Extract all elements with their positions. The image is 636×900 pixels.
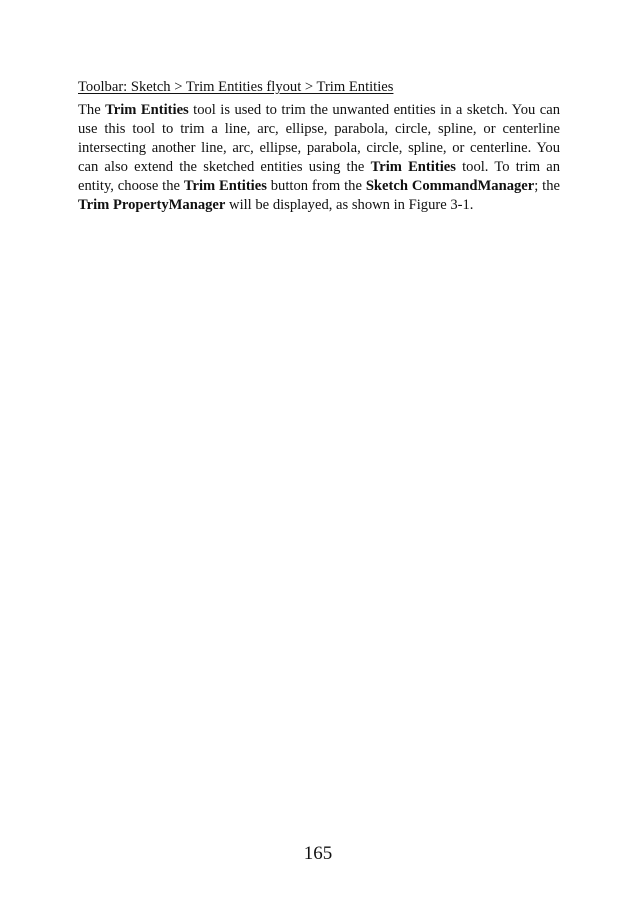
paragraph-run: will be displayed, as shown in Figure 3-1. — [225, 197, 474, 213]
paragraph-run: The — [78, 102, 106, 118]
paragraph-run-bold: Trim Entities — [105, 102, 189, 118]
paragraph-run: ; the — [534, 178, 560, 194]
page-content — [78, 78, 560, 215]
page-number: 165 — [303, 843, 333, 864]
paragraph-run-bold: Trim PropertyManager — [78, 197, 226, 213]
paragraph-run-bold: Trim Entities — [183, 178, 267, 194]
paragraph-run: tool is used to trim the unwanted entities in a sketch. You can use this tool to trim a line, arc, ellipse, parabola, circle, spline, or centerline intersecting another line, arc, ellipse, parabola, circle, spline, or centerline. You can also extend the sketched entities using the — [78, 102, 560, 175]
toolbar-path-heading: Toolbar: Sketch > Trim Entities flyout > Trim Entities — [78, 79, 394, 95]
paragraph-run: button from the — [266, 178, 366, 194]
body-paragraph — [78, 101, 560, 215]
paragraph-run-bold: Trim Entities — [370, 159, 456, 175]
paragraph-run-bold: Sketch CommandManager — [365, 178, 535, 194]
paragraph-run: tool. To trim an entity, choose the — [78, 159, 561, 194]
